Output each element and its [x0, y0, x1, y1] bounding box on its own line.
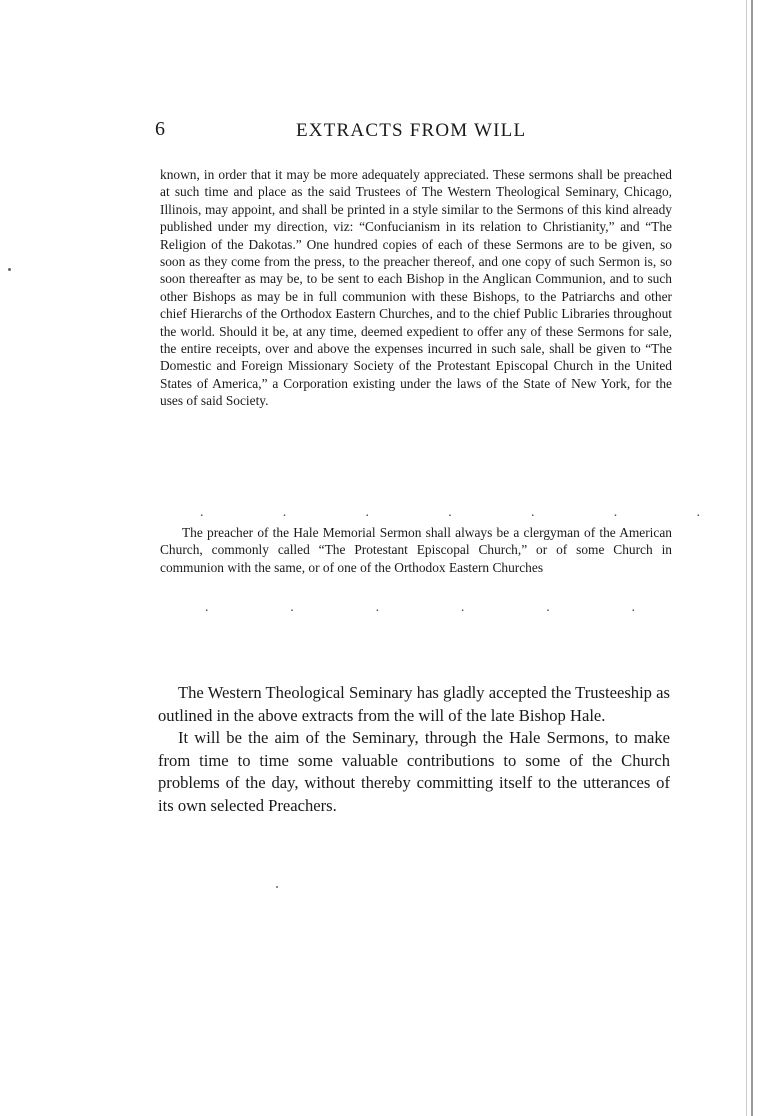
- ellipsis-dot: .: [460, 600, 465, 615]
- ellipsis-dot: .: [546, 600, 550, 615]
- preacher-paragraph: The preacher of the Hale Memorial Sermon shall always be a clergyman of the American Church, commonly called “The Protestant Episcopal Church,” or of some Church in communion with the same, or of one of the Orthodox Eastern Churches: [160, 525, 672, 575]
- ellipsis-dot: .: [365, 505, 369, 520]
- ellipsis-dot: .: [290, 600, 294, 615]
- scan-speck: [8, 268, 11, 271]
- ellipsis-dot: .: [531, 505, 535, 520]
- ellipsis-dot: .: [696, 505, 700, 520]
- running-head: EXTRACTS FROM WILL: [296, 120, 527, 141]
- ellipsis-separator: [205, 600, 635, 616]
- ellipsis-dot: .: [613, 505, 618, 520]
- seminary-paragraph: The Western Theological Seminary has gladly accepted the Trusteeship as outlined in the above extracts from the will of the late Bishop Hale.: [158, 683, 670, 725]
- seminary-paragraph: It will be the aim of the Seminary, through the Hale Sermons, to make from time to time some valuable contributions to some of the Church problems of the day, without thereby committing itself to the utterances of its own selected Preachers.: [158, 728, 670, 815]
- will-extract-paragraph: known, in order that it may be more adequately appreciated. These sermons shall be preached at such time and place as the said Trustees of The Western Theological Seminary, Chicago, Illinois, may appoint, and shall be printed in a style similar to the Sermons of this kind already published under my direction, viz: “Confucianism in its relation to Christianity,” and “The Religion of the Dakotas.” One hundred copies of each of these Sermons are to be given, so soon as they come from the press, to the preacher thereof, and one copy of such Sermon is, so soon thereafter as may be, to be sent to each Bishop in the Anglican Communion, and to such other Bishops as may be in full communion with these Bishops, to the Patriarchs and other chief Hierarchs of the Orthodox Eastern Churches, and to the chief Public Libraries throughout the world. Should it be, at any time, deemed expedient to offer any of these Sermons for sale, the entire receipts, over and above the expenses incurred in such sale, shall be given to “The Domestic and Foreign Missionary Society of the Protestant Episcopal Church in the United States of America,” a Corporation existing under the laws of the State of New York, for the uses of said Society.: [160, 167, 672, 409]
- ellipsis-dot: .: [375, 600, 380, 615]
- ellipsis-dot: .: [200, 505, 204, 520]
- ellipsis-dot: .: [282, 505, 287, 520]
- ellipsis-dot: .: [205, 600, 209, 615]
- page-number: 6: [155, 118, 165, 140]
- ellipsis-dot: .: [631, 600, 635, 615]
- scan-edge-line: [751, 0, 753, 1116]
- scan-speck: [276, 886, 278, 888]
- ellipsis-separator: [200, 505, 700, 521]
- seminary-statement: [158, 682, 670, 817]
- ellipsis-dot: .: [448, 505, 452, 520]
- scan-edge-faint: [746, 0, 747, 1116]
